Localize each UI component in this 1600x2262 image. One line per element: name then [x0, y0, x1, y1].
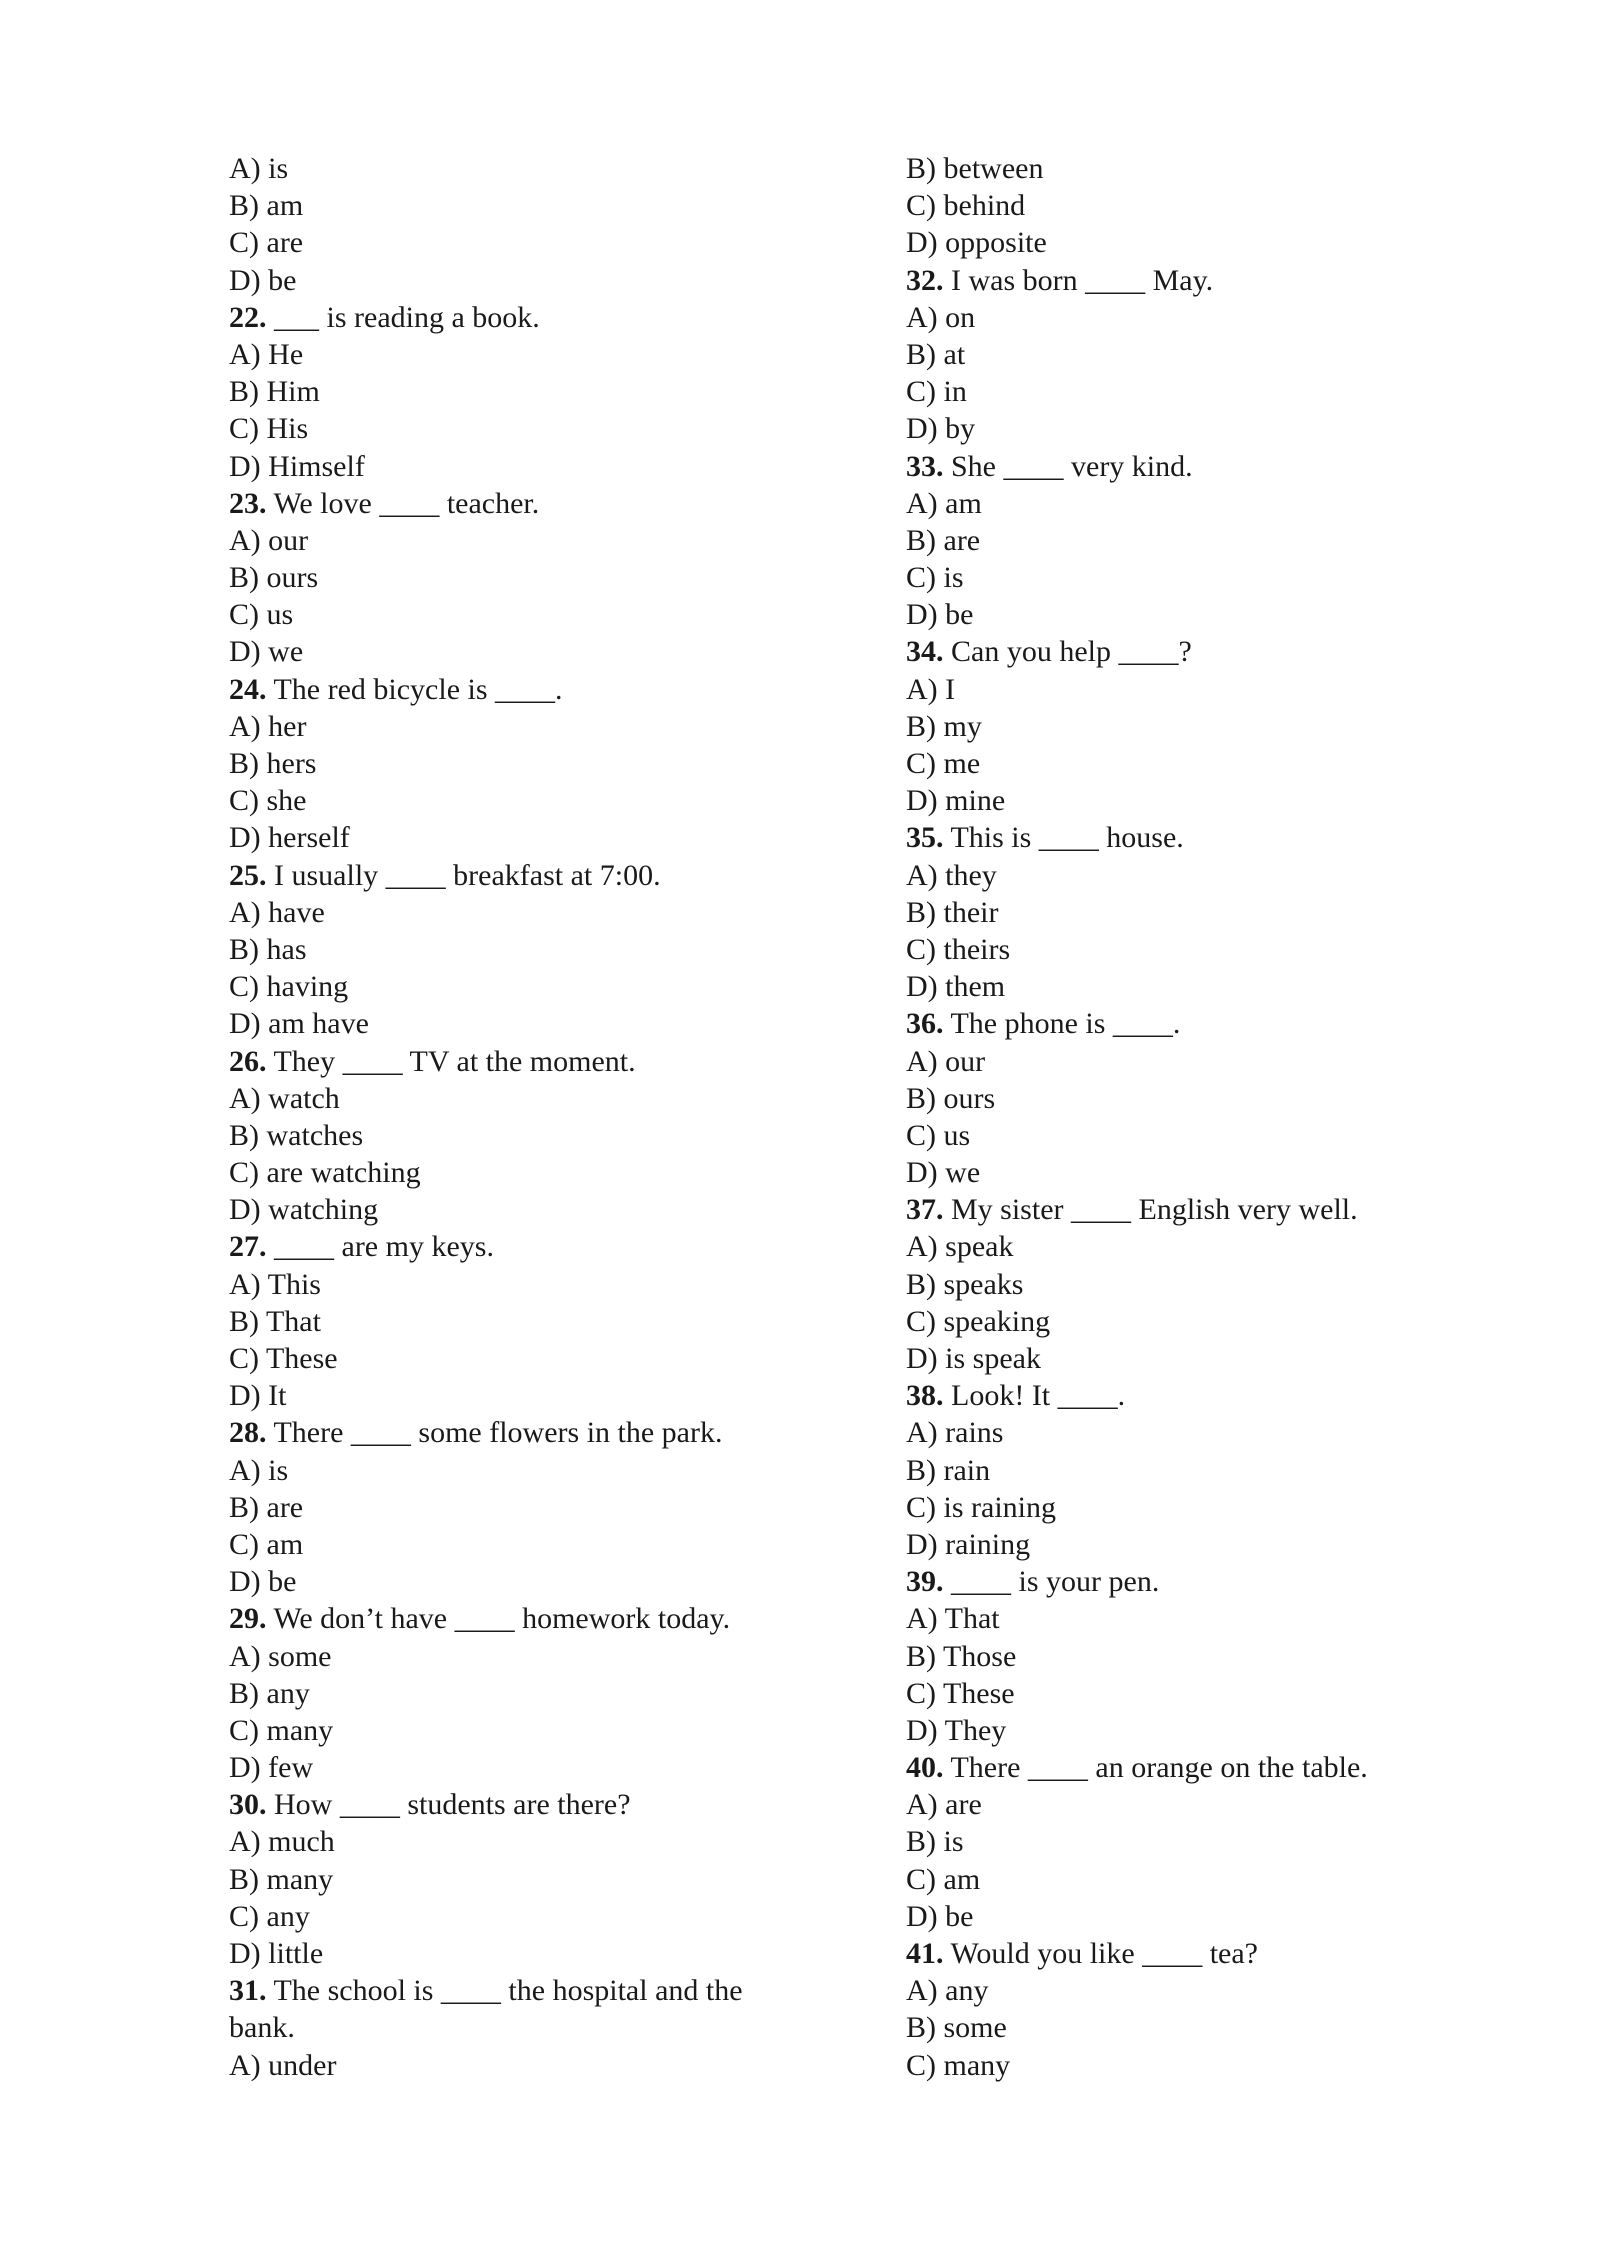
- question-line: [229, 857, 789, 894]
- question-line: [229, 1228, 789, 1265]
- question-number: 36.: [906, 1007, 944, 1041]
- answer-option: D) opposite: [906, 226, 1047, 260]
- answer-option: A) they: [906, 858, 997, 892]
- answer-option: B) between: [906, 152, 1044, 185]
- answer-option: B) ours: [229, 561, 319, 595]
- answer-option: B) is: [906, 1825, 964, 1859]
- answer-option: A) That: [906, 1602, 1000, 1636]
- question-text: The school is ____ the hospital and the: [266, 1974, 743, 2008]
- question-number: 22.: [229, 300, 267, 334]
- answer-option: D) we: [229, 635, 304, 669]
- answer-option: C) are watching: [229, 1156, 421, 1190]
- question-number: 27.: [229, 1230, 267, 1264]
- answer-option: D) Himself: [229, 449, 365, 483]
- answer-option: A) are: [906, 1788, 982, 1822]
- question-line: [229, 1043, 789, 1080]
- answer-option: D) be: [229, 263, 297, 297]
- answer-option: A) watch: [229, 1081, 340, 1115]
- answer-option: B) Him: [229, 375, 320, 409]
- answer-option: D) be: [906, 1899, 974, 1933]
- answer-option: A) He: [229, 337, 304, 371]
- answer-option: D) is speak: [906, 1342, 1041, 1375]
- question-text: We don’t have ____ homework today.: [266, 1602, 731, 1636]
- question-text: The red bicycle is ____.: [266, 672, 563, 706]
- question-text: This is ____ house.: [943, 821, 1184, 855]
- question-line: [906, 1749, 1466, 1786]
- answer-option: B) ours: [906, 1081, 996, 1115]
- answer-option: C) These: [229, 1342, 338, 1375]
- question-text: They ____ TV at the moment.: [266, 1044, 636, 1078]
- question-text: She ____ very kind.: [943, 449, 1193, 483]
- answer-option: bank.: [229, 2011, 295, 2045]
- answer-option: B) some: [906, 2011, 1007, 2045]
- answer-option: C) is raining: [906, 1490, 1056, 1524]
- question-line: [906, 1377, 1466, 1414]
- right-column: [906, 150, 1466, 2084]
- answer-option: D) by: [906, 412, 976, 446]
- answer-option: C) many: [229, 1713, 334, 1747]
- answer-option: B) are: [906, 523, 981, 557]
- answer-option: A) some: [229, 1639, 332, 1673]
- answer-option: C) in: [906, 375, 967, 409]
- answer-option: B) am: [229, 189, 304, 223]
- question-number: 30.: [229, 1788, 267, 1822]
- question-number: 35.: [906, 821, 944, 855]
- question-number: 26.: [229, 1044, 267, 1078]
- question-line: [906, 262, 1466, 299]
- answer-option: B) are: [229, 1490, 304, 1524]
- answer-option: C) behind: [906, 189, 1026, 223]
- answer-option: D) am have: [229, 1007, 369, 1041]
- answer-option: B) That: [229, 1304, 321, 1338]
- question-text: I usually ____ breakfast at 7:00.: [266, 858, 661, 892]
- question-line: [906, 448, 1466, 485]
- question-line: [906, 1005, 1466, 1042]
- question-line: [906, 1191, 1466, 1228]
- answer-option: D) watching: [229, 1193, 379, 1227]
- question-number: 39.: [906, 1565, 944, 1599]
- answer-option: C) are: [229, 226, 304, 260]
- answer-option: D) be: [229, 1565, 297, 1599]
- question-number: 41.: [906, 1937, 944, 1970]
- answer-option: C) theirs: [906, 932, 1011, 966]
- question-line: [229, 1972, 789, 2009]
- left-column: [229, 150, 789, 2084]
- answer-option: C) many: [906, 2048, 1011, 2082]
- question-text: Look! It ____.: [943, 1379, 1126, 1413]
- answer-option: B) speaks: [906, 1267, 1024, 1301]
- question-line: [906, 633, 1466, 670]
- question-number: 28.: [229, 1416, 267, 1450]
- answer-option: B) at: [906, 337, 966, 371]
- answer-option: B) watches: [229, 1118, 364, 1152]
- answer-option: A) am: [906, 486, 982, 520]
- answer-option: D) It: [229, 1379, 287, 1413]
- question-line: [229, 1600, 789, 1637]
- question-text: We love ____ teacher.: [266, 486, 540, 520]
- answer-option: D) They: [906, 1713, 1007, 1747]
- question-line: [229, 671, 789, 708]
- answer-option: C) is: [906, 561, 964, 595]
- answer-option: B) Those: [906, 1639, 1017, 1673]
- answer-option: B) my: [906, 709, 982, 743]
- answer-option: A) much: [229, 1825, 335, 1859]
- answer-option: A) rains: [906, 1416, 1004, 1450]
- answer-option: A) is: [229, 1453, 289, 1487]
- question-text: I was born ____ May.: [943, 263, 1214, 297]
- answer-option: D) we: [906, 1156, 981, 1190]
- question-number: 25.: [229, 858, 267, 892]
- answer-option: A) I: [906, 672, 956, 706]
- answer-option: D) them: [906, 970, 1006, 1004]
- answer-option: C) These: [906, 1676, 1015, 1710]
- answer-option: A) This: [229, 1267, 321, 1301]
- question-line: [229, 299, 789, 336]
- answer-option: A) our: [229, 523, 309, 557]
- question-text: The phone is ____.: [943, 1007, 1181, 1041]
- answer-option: A) under: [229, 2048, 337, 2082]
- answer-option: C) me: [906, 747, 981, 780]
- question-number: 38.: [906, 1379, 944, 1413]
- question-text: ____ is your pen.: [943, 1565, 1160, 1599]
- question-number: 29.: [229, 1602, 267, 1636]
- answer-option: B) any: [229, 1676, 310, 1710]
- answer-option: D) few: [229, 1751, 314, 1785]
- answer-option: A) is: [229, 152, 289, 185]
- question-line: [906, 1563, 1466, 1600]
- answer-option: C) having: [229, 970, 349, 1004]
- question-number: 32.: [906, 263, 944, 297]
- question-text: There ____ some flowers in the park.: [266, 1416, 723, 1450]
- answer-option: C) am: [229, 1527, 304, 1561]
- answer-option: C) speaking: [906, 1304, 1051, 1338]
- answer-option: A) speak: [906, 1230, 1014, 1264]
- answer-option: D) mine: [906, 784, 1006, 818]
- answer-option: A) our: [906, 1044, 986, 1078]
- answer-option: B) their: [906, 895, 999, 929]
- question-number: 34.: [906, 635, 944, 669]
- answer-option: A) her: [229, 709, 307, 743]
- answer-option: D) herself: [229, 821, 350, 855]
- question-line: [229, 1786, 789, 1823]
- question-number: 37.: [906, 1193, 944, 1227]
- answer-option: A) any: [906, 1974, 989, 2008]
- answer-option: D) be: [906, 598, 974, 632]
- question-number: 24.: [229, 672, 267, 706]
- answer-option: A) on: [906, 300, 976, 334]
- answer-option: D) raining: [906, 1527, 1031, 1561]
- answer-option: C) us: [229, 598, 294, 632]
- question-text: ____ are my keys.: [266, 1230, 494, 1264]
- question-text: My sister ____ English very well.: [943, 1193, 1358, 1227]
- answer-option: C) she: [229, 784, 307, 818]
- question-number: 33.: [906, 449, 944, 483]
- question-text: How ____ students are there?: [266, 1788, 631, 1822]
- question-text: There ____ an orange on the table.: [943, 1751, 1368, 1785]
- answer-option: A) have: [229, 895, 325, 929]
- question-text: ___ is reading a book.: [266, 300, 540, 334]
- answer-option: C) am: [906, 1862, 981, 1896]
- answer-option: B) rain: [906, 1453, 991, 1487]
- question-number: 40.: [906, 1751, 944, 1785]
- answer-option: D) little: [229, 1937, 324, 1970]
- question-line: [229, 1414, 789, 1451]
- answer-option: C) His: [229, 412, 309, 446]
- question-number: 31.: [229, 1974, 267, 2008]
- answer-option: C) any: [229, 1899, 310, 1933]
- question-line: [906, 819, 1466, 856]
- question-line: [906, 1935, 1466, 1972]
- answer-option: C) us: [906, 1118, 971, 1152]
- answer-option: B) many: [229, 1862, 334, 1896]
- question-number: 23.: [229, 486, 267, 520]
- answer-option: B) hers: [229, 747, 317, 780]
- question-text: Would you like ____ tea?: [943, 1937, 1258, 1970]
- answer-option: B) has: [229, 932, 307, 966]
- question-line: [229, 485, 789, 522]
- question-text: Can you help ____?: [943, 635, 1192, 669]
